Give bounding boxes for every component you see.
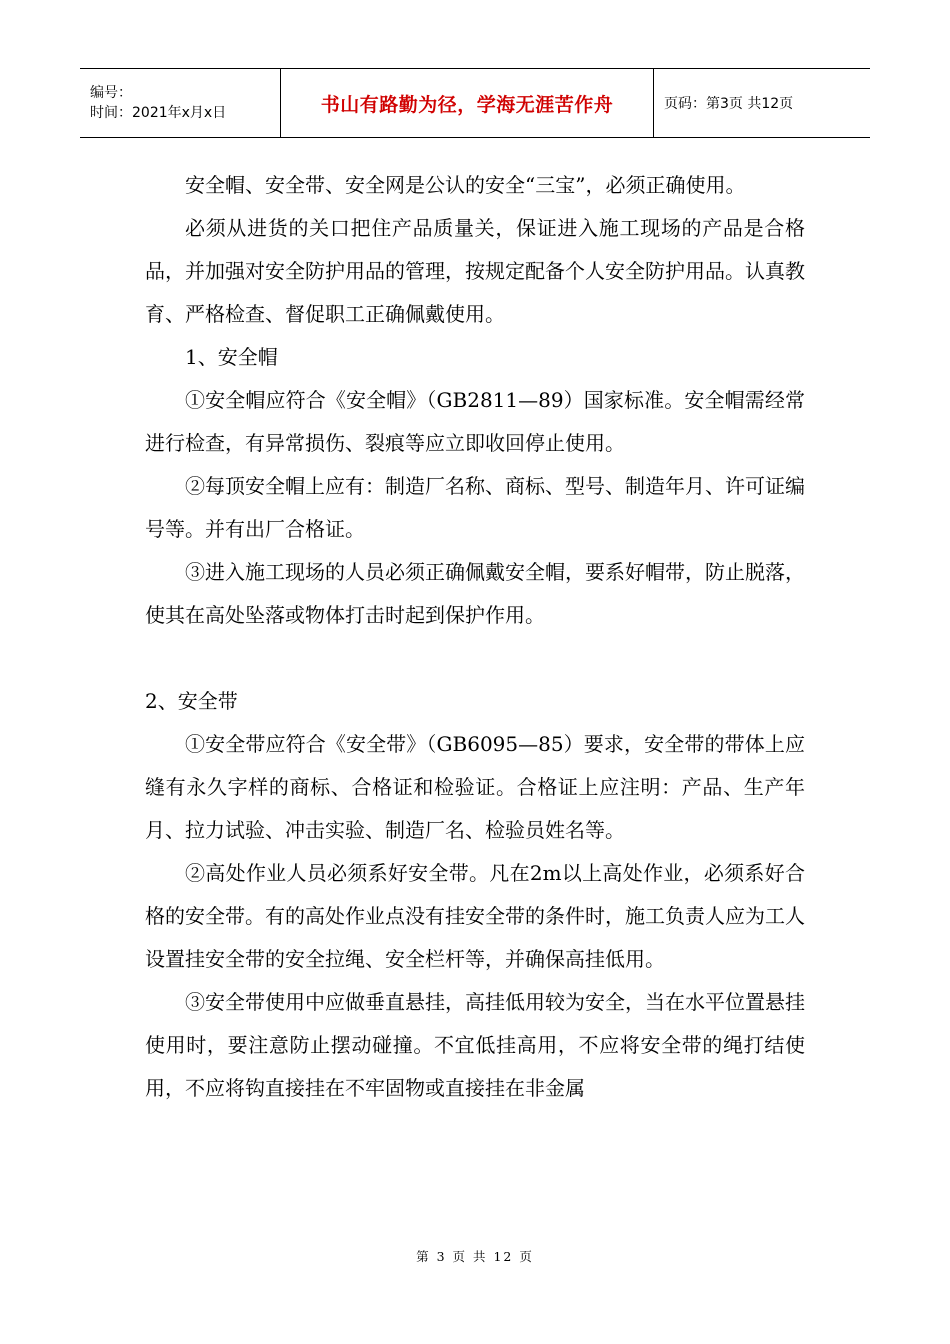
document-body	[145, 164, 805, 1110]
paragraph-helmet-3: ③进入施工现场的人员必须正确佩戴安全帽，要系好帽带，防止脱落，使其在高处坠落或物体打击时起到保护作用。	[145, 560, 805, 627]
section-heading-belt: 2、安全带	[145, 689, 238, 713]
document-number: 编号：	[90, 85, 132, 101]
paragraph-belt-2: ②高处作业人员必须系好安全带。凡在2m以上高处作业，必须系好合格的安全带。有的高处作业点没有挂安全带的条件时，施工负责人应为工人设置挂安全带的安全拉绳、安全栏杆等，并确保高挂低用。	[145, 861, 805, 971]
page-header	[80, 68, 870, 138]
paragraph-belt-3: ③安全带使用中应做垂直悬挂，高挂低用较为安全，当在水平位置悬挂使用时，要注意防止摆动碰撞。不宜低挂高用，不应将安全带的绳打结使用，不应将钩直接挂在不牢固物或直接挂在非金属	[145, 990, 805, 1100]
header-page-info: 页码：第3页 共12页	[664, 96, 794, 112]
paragraph-belt-1: ①安全带应符合《安全带》（GB6095—85）要求，安全带的带体上应缝有永久字样的商标、合格证和检验证。合格证上应注明：产品、生产年月、拉力试验、冲击实验、制造厂名、检验员姓名等。	[145, 732, 805, 842]
page-footer: 第 3 页 共 12 页	[416, 1249, 534, 1264]
paragraph-helmet-2: ②每顶安全帽上应有：制造厂名称、商标、型号、制造年月、许可证编号等。并有出厂合格证。	[145, 474, 805, 541]
paragraph-helmet-1: ①安全帽应符合《安全帽》（GB2811—89）国家标准。安全帽需经常进行检查，有异常损伤、裂痕等应立即收回停止使用。	[145, 388, 805, 455]
header-motto: 书山有路勤为径，学海无涯苦作舟	[280, 69, 654, 137]
paragraph-intro: 安全帽、安全带、安全网是公认的安全“三宝”，必须正确使用。	[185, 173, 746, 197]
document-date: 时间：2021年x月x日	[90, 105, 227, 121]
blank-line	[145, 637, 805, 680]
paragraph-quality: 必须从进货的关口把住产品质量关，保证进入施工现场的产品是合格品，并加强对安全防护用品的管理，按规定配备个人安全防护用品。认真教育、严格检查、督促职工正确佩戴使用。	[145, 216, 805, 326]
section-heading-helmet: 1、安全帽	[185, 345, 278, 369]
header-meta	[80, 69, 280, 137]
